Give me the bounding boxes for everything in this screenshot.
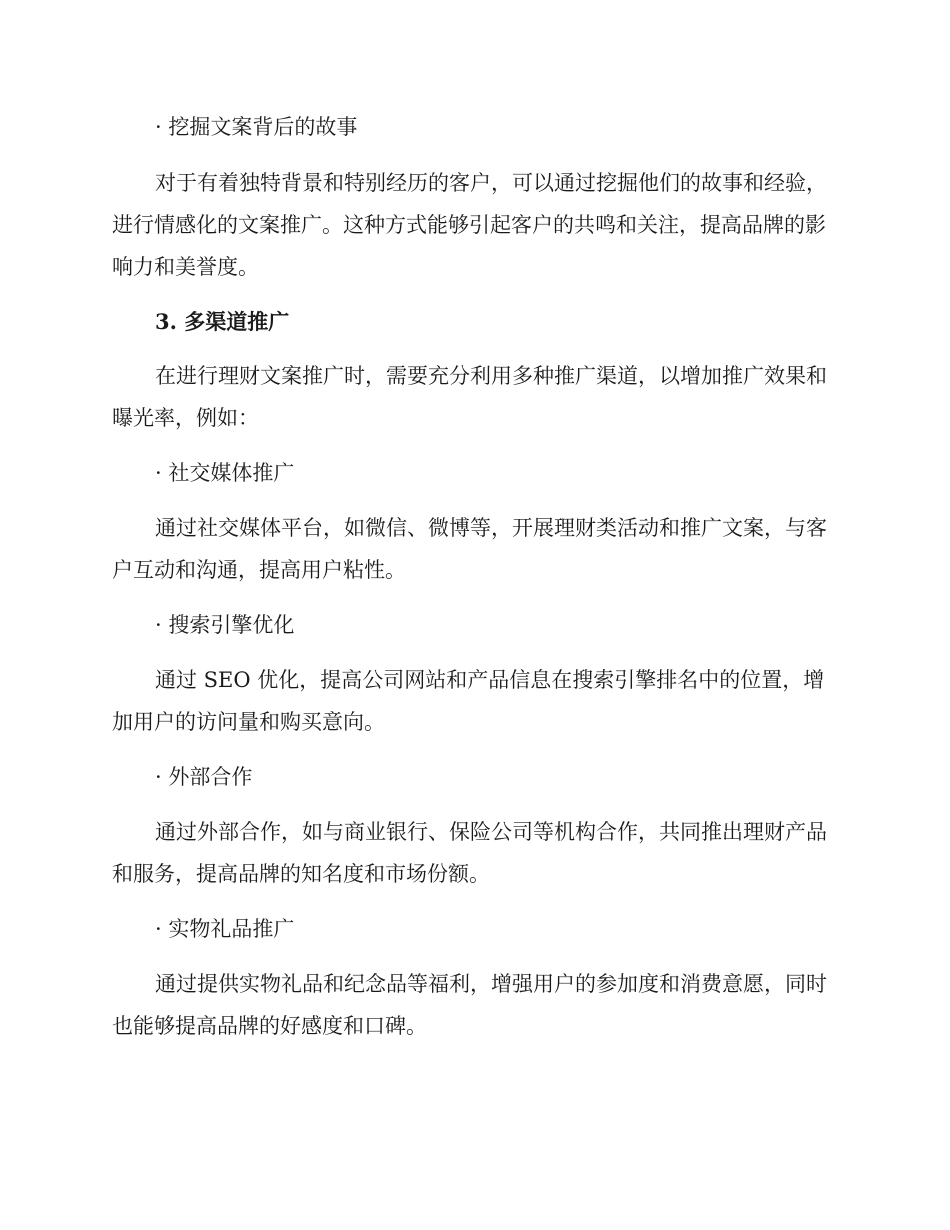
paragraph-gifts: 通过提供实物礼品和纪念品等福利，增强用户的参加度和消费意愿，同时也能够提高品牌的好感度和口碑。 [112,972,827,1038]
paragraph-story: 对于有着独特背景和特别经历的客户，可以通过挖掘他们的故事和经验，进行情感化的文案推广。这种方式能够引起客户的共鸣和关注，提高品牌的影响力和美誉度。 [112,171,827,279]
paragraph-seo: 通过 SEO 优化，提高公司网站和产品信息在搜索引擎排名中的位置，增加用户的访问量和购买意向。 [112,668,825,734]
bullet-seo: · 搜索引擎优化 [155,613,295,637]
bullet-partnership: · 外部合作 [155,765,253,789]
bullet-gifts: · 实物礼品推广 [155,917,295,941]
paragraph-partnership: 通过外部合作，如与商业银行、保险公司等机构合作，共同推出理财产品和服务，提高品牌的知名度和市场份额。 [112,820,827,886]
section-heading: 3. 多渠道推广 [155,309,290,334]
bullet-social-media: · 社交媒体推广 [155,461,295,485]
paragraph-social-media: 通过社交媒体平台，如微信、微博等，开展理财类活动和推广文案，与客户互动和沟通，提高用户粘性。 [112,516,827,582]
paragraph-channels: 在进行理财文案推广时，需要充分利用多种推广渠道，以增加推广效果和曝光率，例如： [112,364,827,430]
bullet-story: · 挖掘文案背后的故事 [155,115,358,139]
